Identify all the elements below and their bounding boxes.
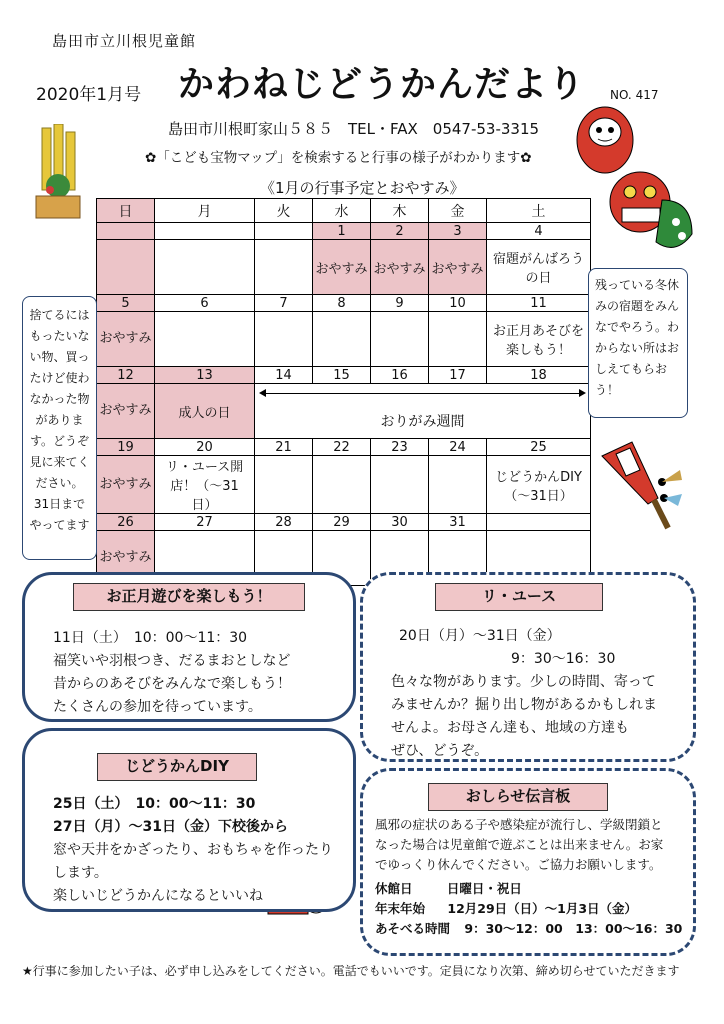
date-cell: 6 xyxy=(155,295,255,312)
hours-label: あそべる時間 xyxy=(375,921,451,936)
date-cell: 14 xyxy=(255,367,313,384)
event-closed: おやすみ xyxy=(429,240,487,295)
event-homework-day: 宿題がんばろうの日 xyxy=(487,240,591,295)
week2-events xyxy=(97,312,591,367)
homework-callout: 残っている冬休みの宿題をみんなでやろう。わからない所はおしえてもらおう！ xyxy=(588,268,688,418)
reuse-text: せんよ。お母さん達も、地域の方達も xyxy=(391,720,629,736)
date-cell xyxy=(97,223,155,240)
weekday-wed: 水 xyxy=(313,199,371,223)
date-cell: 13 xyxy=(155,367,255,384)
closed-value: 日曜日・祝日 xyxy=(446,881,522,896)
reuse-text: 色々な物があります。少しの時間、寄って xyxy=(391,674,656,690)
date-cell: 11 xyxy=(487,295,591,312)
diy-text: します。 xyxy=(53,865,108,881)
event-cell xyxy=(155,240,255,295)
closed-days xyxy=(375,879,691,899)
weekday-fri: 金 xyxy=(429,199,487,223)
notice-body xyxy=(375,815,691,939)
event-closed: おやすみ xyxy=(97,456,155,514)
date-cell: 17 xyxy=(429,367,487,384)
calendar-title: 《1月の行事予定とおやすみ》 xyxy=(260,179,465,197)
event-cell xyxy=(313,312,371,367)
reuse-box xyxy=(360,572,696,762)
week1-events xyxy=(97,240,591,295)
event-newyear-games: お正月あそびを楽しもう！ xyxy=(487,312,591,367)
newyear-date: 11日（土） 10：00〜11：30 xyxy=(53,630,248,646)
week3-events xyxy=(97,384,591,439)
weekday-sun: 日 xyxy=(97,199,155,223)
org-name: 島田市立川根児童館 xyxy=(52,32,197,50)
map-note: ✿「こども宝物マップ」を検索すると行事の様子がわかります✿ xyxy=(145,150,532,166)
date-cell: 28 xyxy=(255,514,313,531)
date-cell: 16 xyxy=(371,367,429,384)
kadomatsu-illustration xyxy=(30,124,86,220)
origami-week-label: おりがみ週間 xyxy=(380,414,465,430)
reuse-title: リ・ユース xyxy=(435,583,603,611)
date-cell: 8 xyxy=(313,295,371,312)
event-diy: じどうかんDIY（〜31日） xyxy=(487,456,591,514)
date-cell xyxy=(255,223,313,240)
week4-dates xyxy=(97,439,591,456)
diy-date: 27日（月）〜31日（金）下校後から xyxy=(53,819,288,835)
newyear-games-body xyxy=(53,627,353,719)
date-cell: 20 xyxy=(155,439,255,456)
date-cell: 18 xyxy=(487,367,591,384)
week2-dates xyxy=(97,295,591,312)
event-closed: おやすみ xyxy=(97,312,155,367)
footer-note: ★行事に参加したい子は、必ず申し込みをしてください。電話でもいいです。定員になり次第、締め切らせていただきます xyxy=(22,964,680,978)
reuse-body xyxy=(391,625,681,763)
holiday-value: 12月29日（日）〜1月3日（金） xyxy=(447,901,638,916)
diy-box xyxy=(22,728,356,912)
week5-dates xyxy=(97,514,591,531)
shishimai-illustration xyxy=(606,160,698,260)
event-closed: おやすみ xyxy=(371,240,429,295)
date-cell: 15 xyxy=(313,367,371,384)
diy-body xyxy=(53,793,353,908)
reuse-hours: 9：30〜16：30 xyxy=(511,651,616,667)
newyear-text: たくさんの参加を待っています。 xyxy=(53,699,262,715)
notice-text: なった場合は児童館で遊ぶことは出来ません。お家 xyxy=(375,837,664,852)
address: 島田市川根町家山５８５ TEL・FAX 0547-53-3315 xyxy=(168,120,540,138)
diy-text: 楽しいじどうかんになるといいね xyxy=(53,888,263,904)
date-cell: 27 xyxy=(155,514,255,531)
date-cell: 23 xyxy=(371,439,429,456)
reuse-text: みませんか？掘り出し物があるかもしれま xyxy=(391,697,657,713)
calendar-table xyxy=(96,198,591,586)
event-origami-week xyxy=(255,384,591,439)
closed-label: 休館日 xyxy=(375,881,413,896)
issue-number: NO. 417 xyxy=(610,88,659,102)
diy-title: じどうかんDIY xyxy=(97,753,257,781)
date-cell: 12 xyxy=(97,367,155,384)
date-cell: 19 xyxy=(97,439,155,456)
event-cell xyxy=(155,312,255,367)
notice-box xyxy=(360,768,696,956)
date-cell: 21 xyxy=(255,439,313,456)
date-cell: 30 xyxy=(371,514,429,531)
date-cell: 1 xyxy=(313,223,371,240)
holiday-closure xyxy=(375,899,691,919)
date-cell: 9 xyxy=(371,295,429,312)
hours-value: 9：30〜12：00 13：00〜16：30 xyxy=(464,921,683,936)
notice-text: でゆっくり休んでください。ご協力お願いします。 xyxy=(375,857,662,872)
date-cell: 7 xyxy=(255,295,313,312)
newyear-text: 昔からのあそびをみんなで楽しもう！ xyxy=(53,676,291,692)
week4-events xyxy=(97,456,591,514)
newyear-games-title: お正月遊びを楽しもう！ xyxy=(73,583,305,611)
newyear-games-box xyxy=(22,572,356,722)
reuse-callout: 捨てるにはもったいない物、買ったけど使わなかった物があります。どうぞ見に来てください。31日までやってます xyxy=(22,296,97,560)
event-closed: おやすみ xyxy=(97,384,155,439)
event-cell xyxy=(255,456,313,514)
event-closed: おやすみ xyxy=(313,240,371,295)
weekday-thu: 木 xyxy=(371,199,429,223)
weekday-tue: 火 xyxy=(255,199,313,223)
event-cell xyxy=(255,240,313,295)
event-cell xyxy=(255,312,313,367)
event-cell xyxy=(313,456,371,514)
range-arrow xyxy=(261,393,584,394)
event-coming-of-age-day: 成人の日 xyxy=(155,384,255,439)
date-cell: 29 xyxy=(313,514,371,531)
date-cell: 2 xyxy=(371,223,429,240)
page-title: かわねじどうかんだより xyxy=(178,64,586,105)
date-cell: 26 xyxy=(97,514,155,531)
holiday-label: 年末年始 xyxy=(375,901,426,916)
event-cell xyxy=(97,240,155,295)
event-closed: おやすみ xyxy=(97,531,155,586)
reuse-dates: 20日（月）〜31日（金） xyxy=(399,628,561,644)
issue-label: 2020年1月号 xyxy=(36,85,142,105)
event-cell xyxy=(371,312,429,367)
date-cell xyxy=(155,223,255,240)
weekday-sat: 土 xyxy=(487,199,591,223)
event-reuse-open: リ・ユース開店！（〜31日） xyxy=(155,456,255,514)
weekday-mon: 月 xyxy=(155,199,255,223)
date-cell: 22 xyxy=(313,439,371,456)
notice-text: 風邪の症状のある子や感染症が流行し、学級閉鎖と xyxy=(375,817,663,832)
event-cell xyxy=(429,456,487,514)
date-cell: 4 xyxy=(487,223,591,240)
diy-text: 窓や天井をかざったり、おもちゃを作ったり xyxy=(53,842,333,858)
calendar-weekday-row xyxy=(97,199,591,223)
date-cell: 25 xyxy=(487,439,591,456)
event-cell xyxy=(429,312,487,367)
newyear-text: 福笑いや羽根つき、だるまおとしなど xyxy=(53,653,291,669)
date-cell xyxy=(487,514,591,531)
date-cell: 24 xyxy=(429,439,487,456)
reuse-text: ぜひ、どうぞ。 xyxy=(391,743,489,759)
event-cell xyxy=(371,456,429,514)
date-cell: 31 xyxy=(429,514,487,531)
play-hours xyxy=(375,919,691,939)
date-cell: 5 xyxy=(97,295,155,312)
notice-title: おしらせ伝言板 xyxy=(428,783,608,811)
diy-date: 25日（土） 10：00〜11：30 xyxy=(53,796,256,812)
hagoita-illustration xyxy=(592,436,688,532)
week3-dates xyxy=(97,367,591,384)
date-cell: 3 xyxy=(429,223,487,240)
date-cell: 10 xyxy=(429,295,487,312)
week1-dates xyxy=(97,223,591,240)
